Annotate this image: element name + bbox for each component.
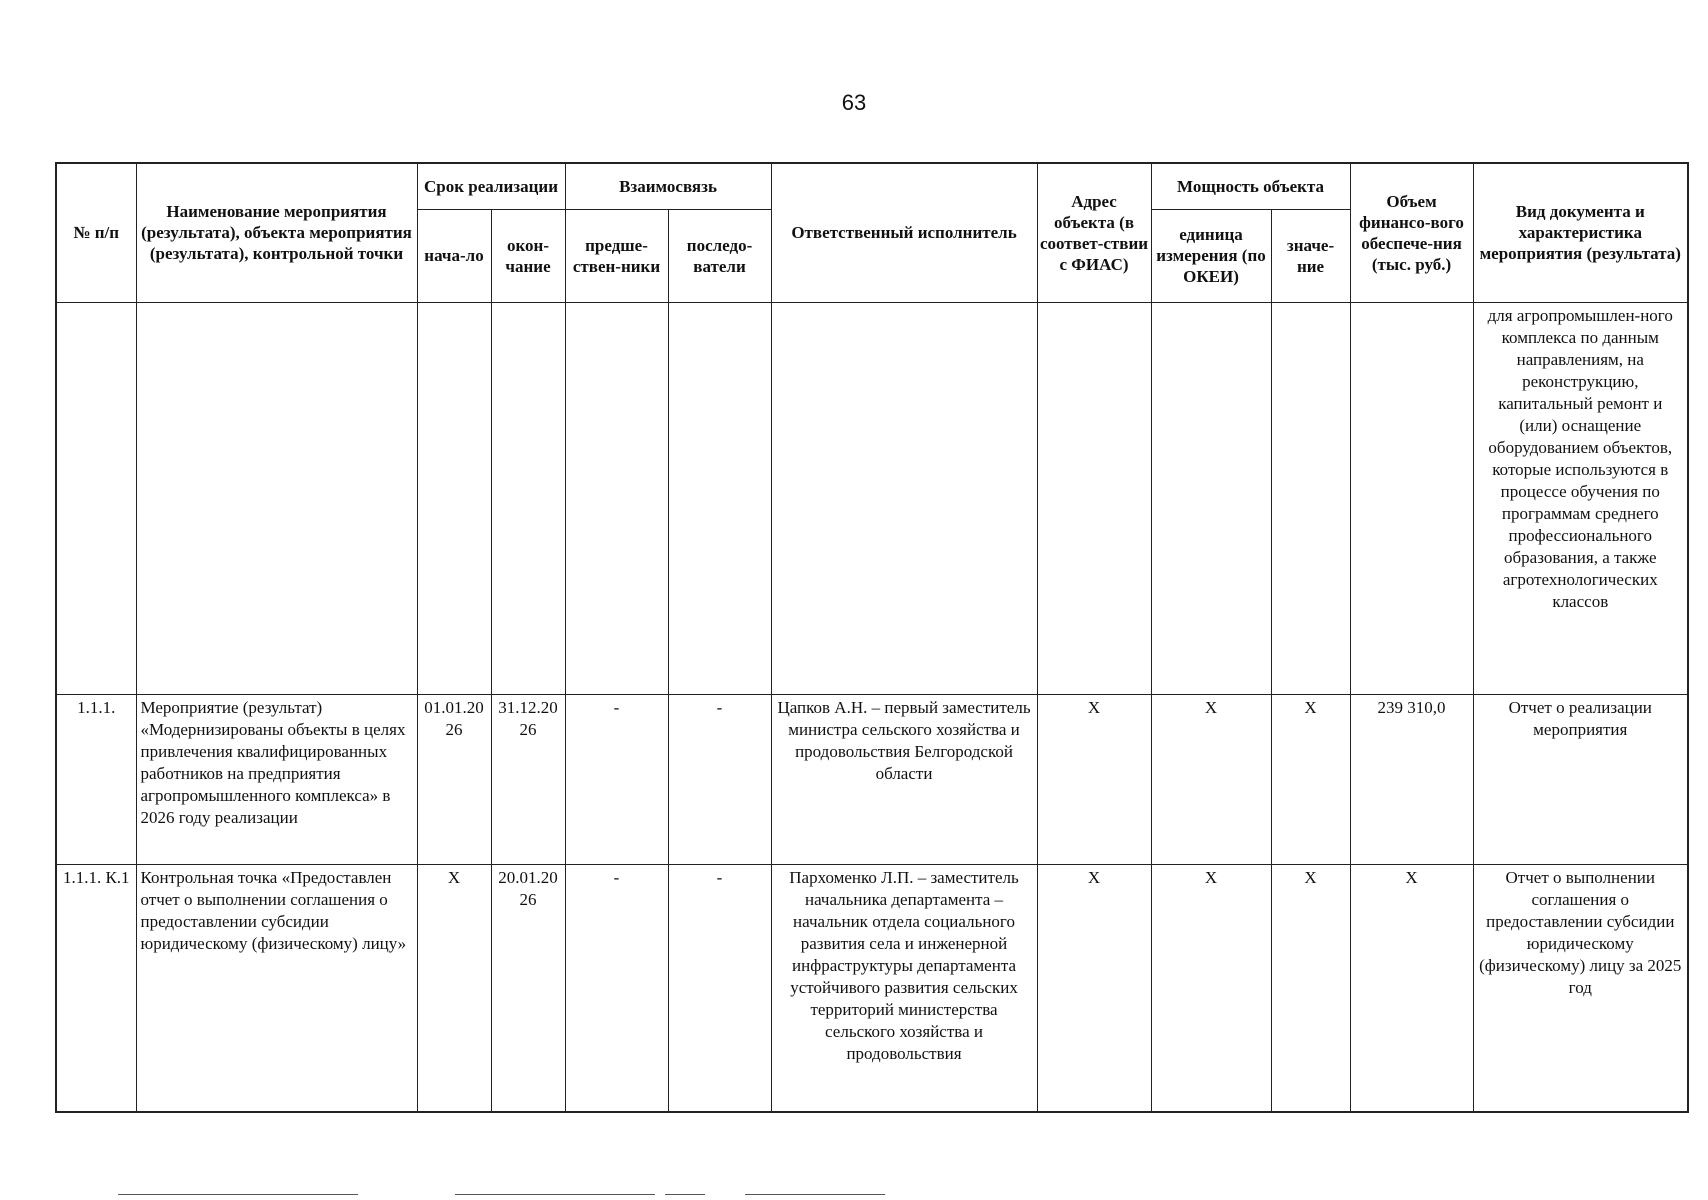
cell-num: 1.1.1. К.1 — [56, 864, 136, 1112]
cell-responsible: Пархоменко Л.П. – заместитель начальника департамента – начальник отдела социального развития села и инженерной инфраструктуры департамента устойчивого развития сельских территорий министерства сельского хозяйства и продовольствия — [771, 864, 1037, 1112]
cell-prev: - — [565, 864, 668, 1112]
header-term: Срок реализации — [417, 163, 565, 209]
cell-name: Контрольная точка «Предоставлен отчет о выполнении соглашения о предоставлении субсидии юридическому (физическому) лицу» — [136, 864, 417, 1112]
cell-empty — [491, 302, 565, 694]
cell-end: 31.12.2026 — [491, 694, 565, 864]
cell-funding: Х — [1350, 864, 1473, 1112]
footer-rule — [118, 1194, 358, 1195]
page-number: 63 — [841, 90, 867, 115]
header-capacity-unit: единица измерения (по ОКЕИ) — [1151, 209, 1271, 302]
cell-num: 1.1.1. — [56, 694, 136, 864]
table-row-continuation — [56, 302, 1688, 694]
header-doc-type: Вид документа и характеристика мероприятия (результата) — [1473, 163, 1688, 302]
cell-empty — [1350, 302, 1473, 694]
cell-doc: Отчет о реализации мероприятия — [1473, 694, 1688, 864]
footer-rule — [665, 1194, 705, 1195]
header-address: Адрес объекта (в соответ-ствии с ФИАС) — [1037, 163, 1151, 302]
cell-empty — [1271, 302, 1350, 694]
cell-value: Х — [1271, 694, 1350, 864]
cell-empty — [668, 302, 771, 694]
header-relation: Взаимосвязь — [565, 163, 771, 209]
cell-next: - — [668, 864, 771, 1112]
header-term-start: нача-ло — [417, 209, 491, 302]
header-responsible: Ответственный исполнитель — [771, 163, 1037, 302]
cell-doc: Отчет о выполнении соглашения о предоставлении субсидии юридическому (физическому) лицу за 2025 год — [1473, 864, 1688, 1112]
header-relation-prev: предше-ствен-ники — [565, 209, 668, 302]
cell-prev: - — [565, 694, 668, 864]
cell-unit: Х — [1151, 864, 1271, 1112]
cell-name: Мероприятие (результат) «Модернизированы объекты в целях привлечения квалифицированных работников на предприятия агропромышленного комплекса» в 2026 году реализации — [136, 694, 417, 864]
table-row — [56, 864, 1688, 1112]
header-name: Наименование мероприятия (результата), объекта мероприятия (результата), контрольной точки — [136, 163, 417, 302]
header-num: № п/п — [56, 163, 136, 302]
cell-empty — [1037, 302, 1151, 694]
cell-responsible: Цапков А.Н. – первый заместитель министра сельского хозяйства и продовольствия Белгородской области — [771, 694, 1037, 864]
cell-empty — [56, 302, 136, 694]
footer-rule — [455, 1194, 655, 1195]
cell-unit: Х — [1151, 694, 1271, 864]
cell-address: Х — [1037, 864, 1151, 1112]
footer-rule — [745, 1194, 885, 1195]
cell-empty — [771, 302, 1037, 694]
cell-next: - — [668, 694, 771, 864]
cell-continuation-doc: для агропромышлен-ного комплекса по данным направлениям, на реконструкцию, капитальный ремонт и (или) оснащение оборудованием объектов, которые используются в процессе обучения по программам среднего профессионального образования, а также агротехнологических классов — [1473, 302, 1688, 694]
header-relation-next: последо-ватели — [668, 209, 771, 302]
cell-start: 01.01.2026 — [417, 694, 491, 864]
events-table — [55, 162, 1689, 1113]
cell-start: Х — [417, 864, 491, 1112]
cell-value: Х — [1271, 864, 1350, 1112]
header-capacity: Мощность объекта — [1151, 163, 1350, 209]
cell-empty — [417, 302, 491, 694]
cell-end: 20.01.2026 — [491, 864, 565, 1112]
cell-funding: 239 310,0 — [1350, 694, 1473, 864]
header-funding: Объем финансо-вого обеспече-ния (тыс. руб.) — [1350, 163, 1473, 302]
cell-empty — [1151, 302, 1271, 694]
cell-empty — [565, 302, 668, 694]
cell-empty — [136, 302, 417, 694]
header-capacity-value: значе-ние — [1271, 209, 1350, 302]
header-term-end: окон-чание — [491, 209, 565, 302]
cell-address: Х — [1037, 694, 1151, 864]
table-row — [56, 694, 1688, 864]
